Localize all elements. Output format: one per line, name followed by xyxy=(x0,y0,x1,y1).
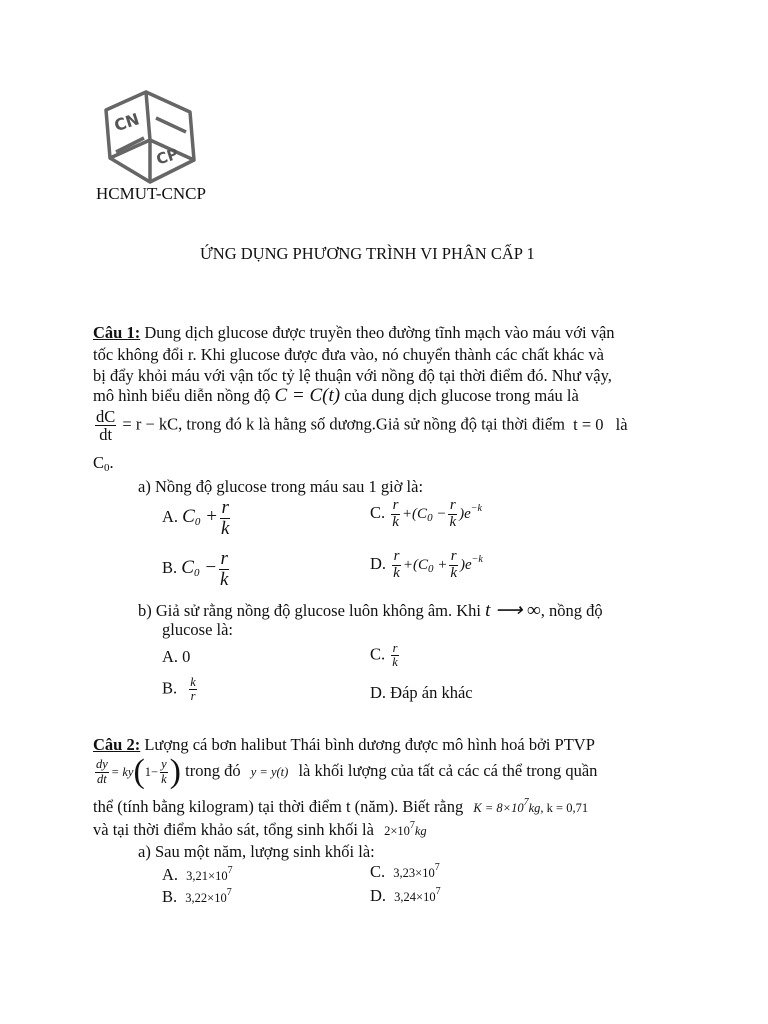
q1-part-b-line1: b) Giả sử rằng nồng độ glucose luôn không âm. Khi t ⟶ ∞, nồng độ xyxy=(138,600,603,621)
q1-b-option-c[interactable]: C. $\frac{r}{k}$ xyxy=(370,641,398,670)
q2-derivative: $\frac{dy}{dt}$ xyxy=(96,757,108,786)
q2-line4: và tại thời điểm khảo sát, tổng sinh khối là $2\times 10^7kg$ xyxy=(93,820,427,839)
fraction-r-k: $\frac{r}{k}$ xyxy=(220,497,230,539)
logo-text-cn: CN xyxy=(111,109,142,136)
q1-text-4: mô hình biểu diễn nồng độ xyxy=(93,386,271,405)
q1-line2: tốc không đổi r. Khi glucose được đưa vào, nó chuyển thành các chất khác và xyxy=(93,345,604,364)
q1-b-option-d[interactable]: D. Đáp án khác xyxy=(370,683,473,702)
q1-line6: $C_0$. xyxy=(93,453,114,474)
q1-b-option-a[interactable]: A. 0 xyxy=(162,647,191,666)
q1-part-a: a) Nồng độ glucose trong máu sau 1 giờ là: xyxy=(138,477,424,496)
q1-a-option-d[interactable]: D. $\frac{r}{k}$ $+(C_0$ + $\frac{r}{k}$ )$e^{-k}$ xyxy=(370,548,483,581)
q1-line1 xyxy=(93,323,615,343)
q1-a-option-b[interactable]: B. $C_0$ − $\frac{r}{k}$ xyxy=(162,548,229,590)
q1-line4 xyxy=(93,385,579,407)
q2-option-c[interactable]: C. $3,23\times 10^7$ xyxy=(370,862,440,881)
q1-label: Câu 1: xyxy=(93,323,141,342)
logo-icon xyxy=(100,88,196,186)
q2-line2: $\frac{dy}{dt}$ = ky(1− $\frac{y}{k}$ ) trong đó y = y(t) là khối lượng của tất cả các cá thể trong quần xyxy=(96,753,598,790)
logo xyxy=(100,88,196,186)
q1-text-4-end: của dung dịch glucose trong máu là xyxy=(344,386,579,405)
q2-option-b[interactable]: B. $3,22\times 10^7$ xyxy=(162,887,232,906)
q1-eq-rhs: = r − kC xyxy=(122,414,179,434)
q1-a-option-a[interactable]: A. $C_0$ + $\frac{r}{k}$ xyxy=(162,497,230,539)
q1-eq-t0: t = 0 xyxy=(573,414,604,434)
q1-line3: bị đẩy khỏi máu với vận tốc tỷ lệ thuận với nồng độ tại thời điểm đó. Như vậy, xyxy=(93,366,612,385)
q1-eq-c: C = C(t) xyxy=(274,385,341,406)
q2-eq-y: y = y(t) xyxy=(250,764,289,779)
q2-part-a: a) Sau một năm, lượng sinh khối là: xyxy=(138,842,375,861)
q1-a-option-c[interactable]: C. $\frac{r}{k}$ $+(C_0$ − $\frac{r}{k}$ )$e^{-k}$ xyxy=(370,497,482,530)
q1-b-option-b[interactable]: B. $\frac{k}{r}$ xyxy=(162,675,196,704)
q1-derivative: $\frac{dC}{dt}$ xyxy=(96,407,116,445)
page-title: ỨNG DỤNG PHƯƠNG TRÌNH VI PHÂN CẤP 1 xyxy=(200,244,535,263)
q1-text-5: , trong đó k là hằng số dương.Giả sử nồng độ tại thời điểm xyxy=(178,414,565,434)
q2-option-a[interactable]: A. $3,21\times 10^7$ xyxy=(162,865,233,884)
q1-limit: t ⟶ ∞ xyxy=(485,600,541,621)
org-name: HCMUT-CNCP xyxy=(96,184,206,203)
q1-text-1: Dung dịch glucose được truyền theo đường tĩnh mạch vào máu với vận xyxy=(140,323,615,342)
q2-line1: Câu 2: Lượng cá bơn halibut Thái bình dương được mô hình hoá bởi PTVP xyxy=(93,735,595,754)
q1-part-b-line2: glucose là: xyxy=(162,620,234,639)
q1-line5 xyxy=(93,408,628,444)
q2-label: Câu 2: xyxy=(93,735,141,754)
q1-text-5-end: là xyxy=(615,414,628,434)
logo-text-cp: CP xyxy=(154,144,181,169)
q2-option-d[interactable]: D. $3,24\times 10^7$ xyxy=(370,886,441,905)
q2-line3: thể (tính bằng kilogram) tại thời điểm t (năm). Biết rằng $K = 8\times 10^7kg$, k = 0,71 xyxy=(93,797,589,816)
